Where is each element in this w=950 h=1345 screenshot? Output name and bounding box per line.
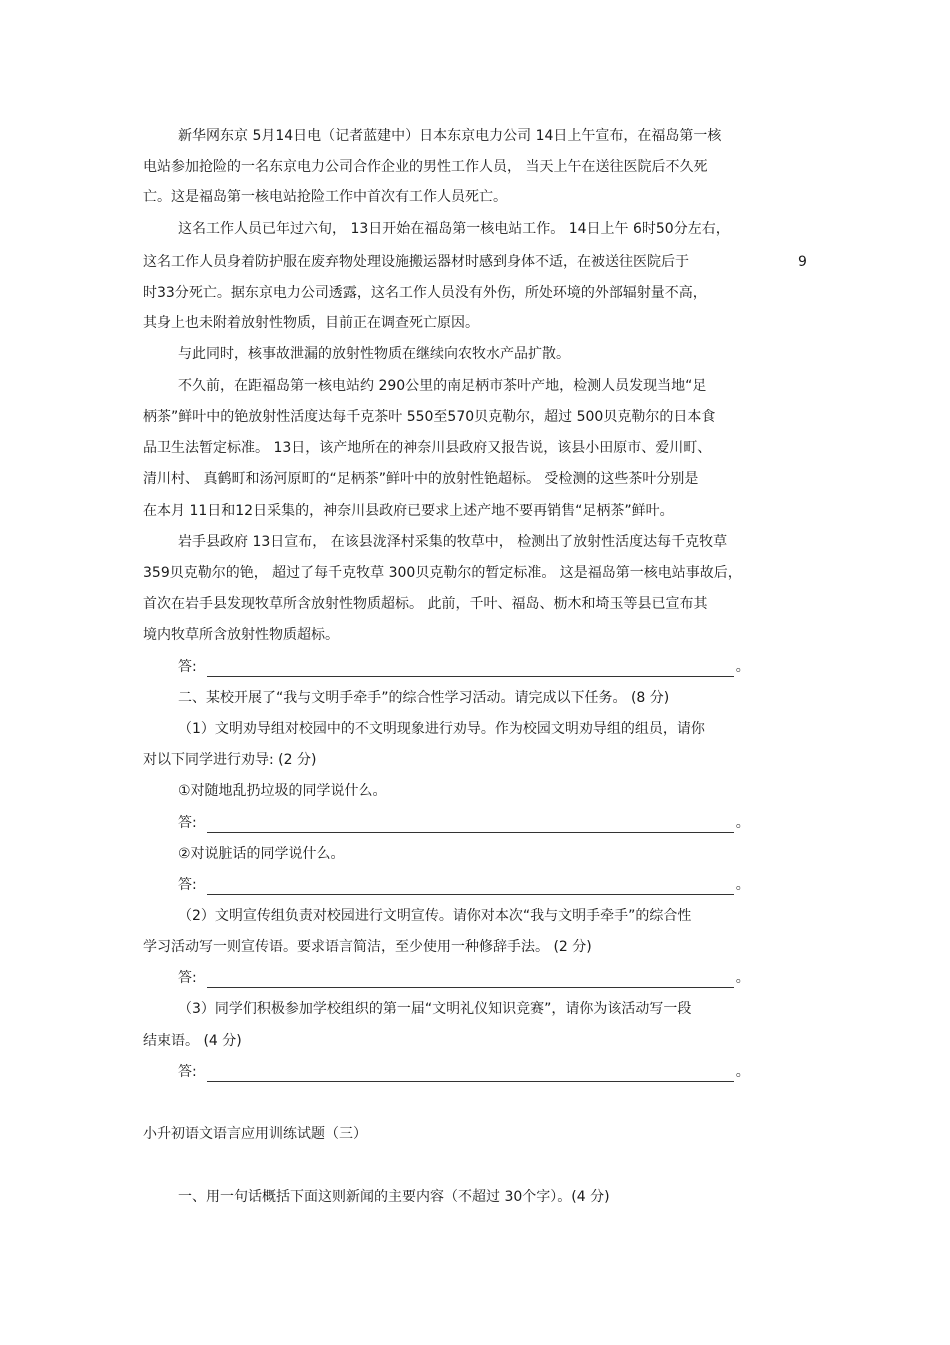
text-line: 清川村、 真鹤町和汤河原町的“足柄茶”鲜叶中的放射性铯超标。 受检测的这些茶叶分别是 bbox=[143, 471, 699, 487]
text-line: 这名工作人员身着防护服在废弃物处理设施搬运器材时感到身体不适，在被送往医院后于 bbox=[143, 254, 689, 270]
section-3-title: 小升初语文语言应用训练试题（三） bbox=[143, 1126, 367, 1142]
answer-blank[interactable] bbox=[207, 818, 734, 833]
answer-label: 答: bbox=[178, 877, 197, 893]
answer-line-1 bbox=[178, 657, 750, 677]
text-line: 其身上也未附着放射性物质，目前正在调查死亡原因。 bbox=[143, 315, 479, 331]
text-line: 与此同时，核事故泄漏的放射性物质在继续向农牧水产品扩散。 bbox=[178, 346, 570, 362]
answer-line-2 bbox=[178, 813, 750, 833]
answer-blank[interactable] bbox=[207, 973, 734, 988]
text-line: 不久前，在距福岛第一核电站约 290公里的南足柄市茶叶产地，检测人员发现当地“足 bbox=[178, 378, 707, 394]
answer-line-5 bbox=[178, 1062, 750, 1082]
answer-line-4 bbox=[178, 968, 750, 988]
text-line-number: 9 bbox=[798, 254, 807, 270]
answer-label: 答: bbox=[178, 970, 197, 986]
section-3-question-1: 一、用一句话概括下面这则新闻的主要内容（不超过 30个字）。(4 分) bbox=[178, 1189, 610, 1205]
answer-line-3 bbox=[178, 875, 750, 895]
answer-end-mark: 。 bbox=[735, 659, 750, 675]
text-line: 境内牧草所含放射性物质超标。 bbox=[143, 627, 339, 643]
question-2-sub-1: （1）文明劝导组对校园中的不文明现象进行劝导。作为校园文明劝导组的组员，请你 bbox=[178, 721, 705, 737]
question-2-sub-2: （2）文明宣传组负责对校园进行文明宣传。请你对本次“我与文明手牵手”的综合性 bbox=[178, 908, 692, 924]
text-line: 359贝克勒尔的铯， 超过了每千克牧草 300贝克勒尔的暂定标准。 这是福岛第一核电站事故后， bbox=[143, 565, 742, 581]
answer-label: 答: bbox=[178, 815, 197, 831]
answer-end-mark: 。 bbox=[735, 970, 750, 986]
answer-end-mark: 。 bbox=[735, 877, 750, 893]
answer-blank[interactable] bbox=[207, 1067, 734, 1082]
text-line: 新华网东京 5月14日电（记者蓝建中）日本东京电力公司 14日上午宣布，在福岛第一核 bbox=[178, 128, 722, 144]
question-2-item-b: ②对说脏话的同学说什么。 bbox=[178, 846, 345, 862]
question-2-sub-2-cont: 学习活动写一则宣传语。要求语言简洁，至少使用一种修辞手法。 (2 分) bbox=[143, 939, 592, 955]
answer-label: 答: bbox=[178, 1064, 197, 1080]
answer-blank[interactable] bbox=[207, 880, 734, 895]
text-line: 在本月 11日和12日采集的，神奈川县政府已要求上述产地不要再销售“足柄茶”鲜叶。 bbox=[143, 503, 674, 519]
text-line: 电站参加抢险的一名东京电力公司合作企业的男性工作人员， 当天上午在送往医院后不久死 bbox=[143, 159, 708, 175]
answer-blank[interactable] bbox=[207, 662, 734, 677]
question-2-sub-1-cont: 对以下同学进行劝导: (2 分) bbox=[143, 752, 317, 768]
answer-end-mark: 。 bbox=[735, 1064, 750, 1080]
text-line: 时33分死亡。据东京电力公司透露，这名工作人员没有外伤，所处环境的外部辐射量不高， bbox=[143, 285, 707, 301]
text-line: 首次在岩手县发现牧草所含放射性物质超标。 此前，千叶、福岛、枥木和埼玉等县已宣布其 bbox=[143, 596, 708, 612]
question-2-title: 二、某校开展了“我与文明手牵手”的综合性学习活动。请完成以下任务。 (8 分) bbox=[178, 690, 670, 706]
text-line: 这名工作人员已年过六旬， 13日开始在福岛第一核电站工作。 14日上午 6时50分左右， bbox=[178, 221, 730, 237]
text-line: 品卫生法暂定标准。 13日，该产地所在的神奈川县政府又报告说，该县小田原市、爱川町、 bbox=[143, 440, 712, 456]
text-line: 岩手县政府 13日宣布， 在该县泷泽村采集的牧草中， 检测出了放射性活度达每千克牧草 bbox=[178, 534, 728, 550]
question-2-sub-3: （3）同学们积极参加学校组织的第一届“文明礼仪知识竞赛”，请你为该活动写一段 bbox=[178, 1001, 692, 1017]
question-2-item-a: ①对随地乱扔垃圾的同学说什么。 bbox=[178, 783, 387, 799]
text-line: 亡。这是福岛第一核电站抢险工作中首次有工作人员死亡。 bbox=[143, 189, 507, 205]
text-line: 柄茶”鲜叶中的铯放射性活度达每千克茶叶 550至570贝克勒尔，超过 500贝克勒尔的日本食 bbox=[143, 409, 716, 425]
question-2-sub-3-cont: 结束语。 (4 分) bbox=[143, 1033, 242, 1049]
answer-end-mark: 。 bbox=[735, 815, 750, 831]
answer-label: 答: bbox=[178, 659, 197, 675]
